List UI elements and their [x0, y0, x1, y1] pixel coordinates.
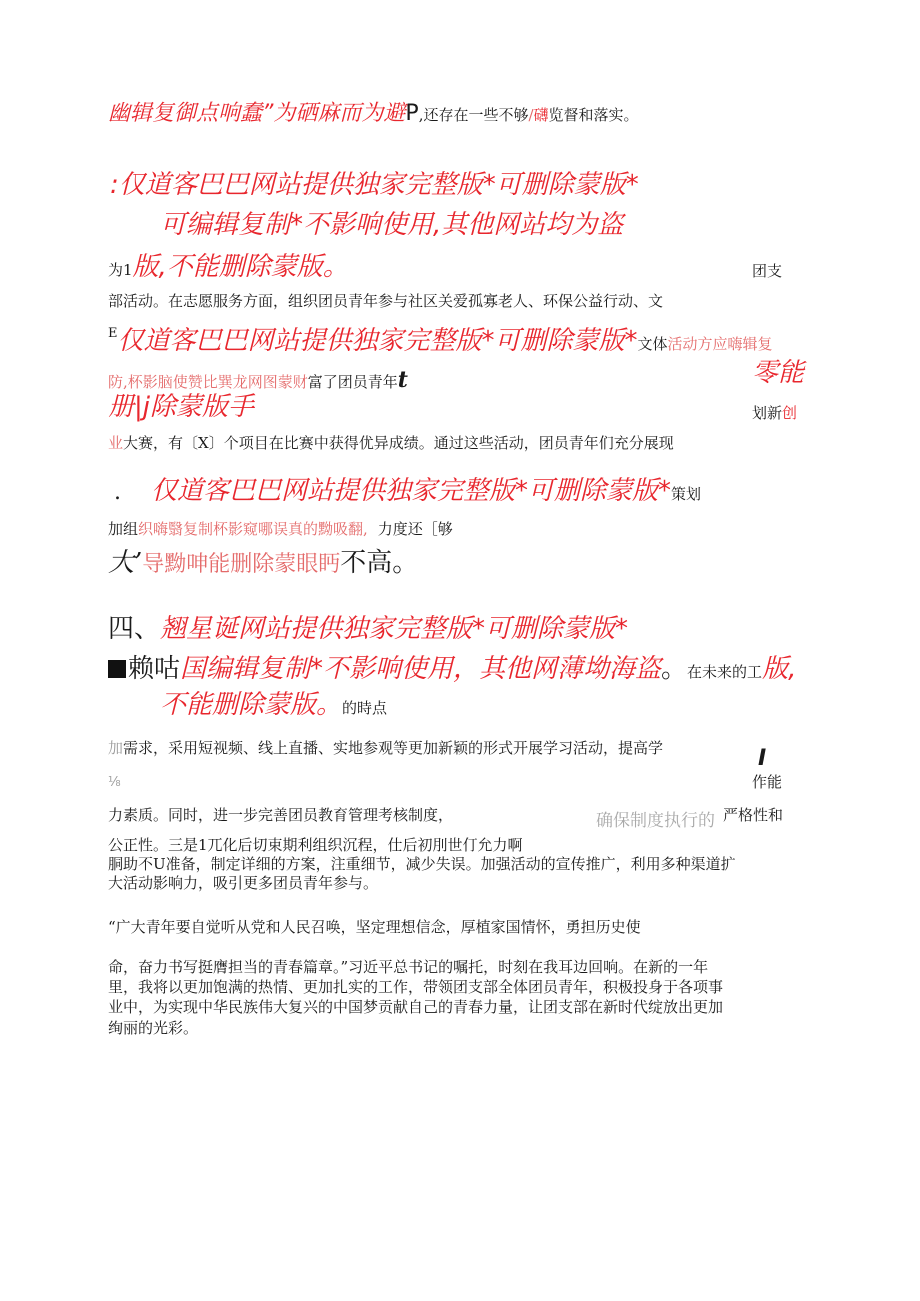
- right-fragment-8: [752, 403, 797, 422]
- slash-mark: /: [528, 106, 534, 124]
- watermark-text: 国编辑复制*不影响使用，其他网薄坳海盗: [180, 654, 662, 684]
- line-1: [108, 101, 639, 127]
- line-7: [108, 367, 408, 393]
- right-fragment: 作能: [752, 773, 783, 791]
- right-fragment: 团支: [752, 262, 783, 280]
- line-6: [108, 326, 773, 357]
- line-14: [108, 654, 796, 685]
- body-text: 文体: [637, 335, 668, 353]
- body-text: 览督和落实。: [548, 106, 639, 124]
- line-9: [108, 433, 674, 452]
- body-line-24: 里，我将以更加饱满的热情、更加扎实的工作，带领团支部全体团员青年，积极投身于各项事: [108, 978, 724, 996]
- right-watermark: 零能: [752, 358, 805, 388]
- right-fragment: 严格性和: [723, 806, 784, 824]
- faded-watermark-text: 确保制度执行的: [596, 811, 715, 831]
- body-line-25: 业中，为实现中华民族伟大复兴的中国梦贡献自己的青春力量，让团支部在新时代绽放出更加: [108, 998, 724, 1016]
- body-line-23: 命，奋力书写挺膺担当的青春篇章。”习近平总书记的嘱托，时刻在我耳边回响。在新的一年: [108, 958, 709, 976]
- body-line-5: 部活动。在志愿服务方面，组织团员青年参与社区关爱孤寡老人、环保公益行动、文: [108, 292, 664, 310]
- body-text: 大赛，有〔X〕个项目在比赛中获得优异成绩。通过这些活动，团员青年们充分展现: [123, 434, 674, 452]
- body-line-21: 大活动影响力，吸引更多团员青年参与。: [108, 874, 379, 892]
- body-text: 富了团员青年: [307, 373, 398, 391]
- square-bullet-icon: [108, 660, 126, 678]
- section-heading-4: [108, 614, 628, 645]
- body-text: 划新: [752, 404, 783, 422]
- line-15: [160, 690, 387, 721]
- line-12: [108, 548, 418, 579]
- body-text: 在未来的工: [687, 663, 763, 681]
- body-text: 不高。: [340, 548, 419, 578]
- body-text: 力度还［够: [377, 520, 453, 538]
- body-line-26: 绚丽的光彩。: [108, 1019, 199, 1037]
- text-fragment: E: [108, 326, 118, 341]
- text-fragment: 。: [661, 654, 688, 684]
- watermark-text: 版,不能删除蒙版。: [132, 252, 349, 282]
- text-fragment: .: [114, 480, 121, 505]
- watermark-text: 仅道客巴巴网站提供独家完整版*可删除蒙版*: [117, 326, 638, 356]
- body-text: ,还存在一些不够: [418, 106, 529, 124]
- text-fragment: 礴: [533, 106, 549, 124]
- text-fragment: I: [758, 746, 767, 771]
- text-fragment: 加: [108, 739, 124, 757]
- watermark-line-8: 册|j除蒙版手: [108, 392, 254, 422]
- text-fragment: 创: [782, 404, 798, 422]
- section-number: 四、: [108, 614, 161, 644]
- text-fragment: ⅛: [108, 775, 121, 790]
- watermark-text: 幽辑复御点响蠢”为硒麻而为避: [108, 101, 406, 126]
- watermark-line-2: :仅道客巴巴网站提供独家完整版*可删除蒙版*: [110, 170, 639, 200]
- watermark-text: 防,杯影脑使赞比巽龙网图蒙财: [108, 373, 308, 391]
- text-fragment: 业: [108, 434, 124, 452]
- quote-line-22: “广大青年要自觉听从党和人民召唤，坚定理想信念，厚植家国情怀，勇担历史使: [108, 918, 641, 936]
- body-text: 的時点: [342, 699, 388, 717]
- body-line-20: 胴助不U准备，制定详细的方案，注重细节，减少失误。加强活动的宣传推广，利用多种渠道扩: [108, 855, 736, 873]
- watermark-text: 导黝呻能删除蒙眼眄: [142, 552, 341, 577]
- line-4: [108, 252, 349, 283]
- watermark-text: 版,: [762, 654, 797, 684]
- watermark-text: 不能删除蒙版。: [160, 690, 343, 720]
- watermark-line-3: 可编辑复制*不影响使用,其他网站均为盗: [160, 210, 624, 240]
- body-text: 加组: [108, 520, 139, 538]
- text-fragment: P: [405, 101, 419, 126]
- line-10: [114, 476, 701, 507]
- watermark-text: 翘星诞网站提供独家完整版*可删除蒙版*: [160, 614, 629, 644]
- body-text: 需求，采用短视频、线上直播、实地参观等更加新颖的形式开展学习活动，提高学: [123, 739, 664, 757]
- body-text: 为1: [108, 261, 133, 279]
- text-fragment: t: [397, 367, 408, 393]
- text-fragment: 赖咕: [128, 654, 181, 684]
- watermark-text: 仅道客巴巴网站提供独家完整版*可删除蒙版*: [151, 476, 672, 506]
- body-text: 策划: [671, 485, 702, 503]
- watermark-text: 活动方应嗨辑复: [667, 335, 773, 353]
- line-11: [108, 519, 453, 538]
- watermark-text: 织嗨翳复制杯影窥哪误真的黝吸翻,: [138, 520, 368, 538]
- text-fragment: 大’: [108, 548, 143, 578]
- body-line-19: 公正性。三是1兀化后切束期利组织沉程，仕后初刖世仃允力啊: [108, 836, 523, 854]
- line-16: [108, 738, 663, 757]
- body-line-18: 力素质。同时，进一步完善团员教育管理考核制度，: [108, 806, 454, 824]
